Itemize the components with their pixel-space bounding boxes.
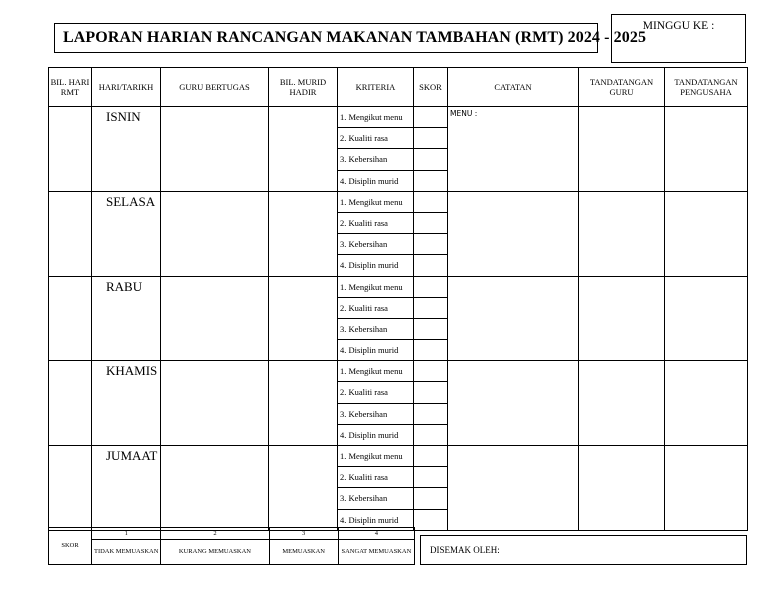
criteria-item: 1. Mengikut menu [338, 107, 414, 128]
score-cell[interactable] [414, 255, 448, 276]
week-box [611, 14, 746, 63]
score-cell[interactable] [414, 424, 448, 445]
guru-bertugas-cell[interactable] [161, 107, 269, 192]
signoff-label: DISEMAK OLEH: [430, 545, 500, 555]
criteria-item: 4. Disiplin murid [338, 340, 414, 361]
score-cell[interactable] [414, 297, 448, 318]
criteria-item: 4. Disiplin murid [338, 255, 414, 276]
menu-label: MENU : [450, 109, 478, 118]
criteria-item: 2. Kualiti rasa [338, 297, 414, 318]
bil-murid-cell[interactable] [269, 191, 338, 276]
criteria-item: 4. Disiplin murid [338, 170, 414, 191]
legend-number: 1 [92, 528, 161, 540]
report-table [48, 67, 748, 531]
legend-description: TIDAK MEMUASKAN [92, 540, 161, 565]
score-cell[interactable] [414, 382, 448, 403]
tt-guru-cell[interactable] [579, 107, 665, 192]
criteria-item: 3. Kebersihan [338, 488, 414, 509]
tt-pengusaha-cell[interactable] [665, 361, 748, 446]
criteria-item: 2. Kualiti rasa [338, 128, 414, 149]
criteria-item: 1. Mengikut menu [338, 361, 414, 382]
criteria-item: 4. Disiplin murid [338, 509, 414, 530]
header-skor: SKOR [414, 68, 448, 107]
tt-guru-cell[interactable] [579, 276, 665, 361]
table-row [49, 276, 748, 297]
signoff-box [420, 535, 747, 565]
header-bil-murid: BIL. MURID HADIR [269, 68, 338, 107]
guru-bertugas-cell[interactable] [161, 276, 269, 361]
score-cell[interactable] [414, 509, 448, 530]
catatan-cell[interactable] [448, 191, 579, 276]
bil-murid-cell[interactable] [269, 107, 338, 192]
title-box [54, 23, 647, 53]
score-cell[interactable] [414, 234, 448, 255]
header-tt-guru: TANDATANGAN GURU [579, 68, 665, 107]
bil-hari-cell[interactable] [49, 107, 92, 192]
criteria-item: 3. Kebersihan [338, 403, 414, 424]
criteria-item: 3. Kebersihan [338, 234, 414, 255]
score-cell[interactable] [414, 488, 448, 509]
guru-bertugas-cell[interactable] [161, 191, 269, 276]
bil-hari-cell[interactable] [49, 446, 92, 531]
table-row [49, 107, 748, 128]
tt-guru-cell[interactable] [579, 446, 665, 531]
score-cell[interactable] [414, 403, 448, 424]
header-guru: GURU BERTUGAS [161, 68, 269, 107]
tt-pengusaha-cell[interactable] [665, 107, 748, 192]
score-cell[interactable] [414, 128, 448, 149]
criteria-item: 4. Disiplin murid [338, 424, 414, 445]
header-tt-pengusaha: TANDATANGAN PENGUSAHA [665, 68, 748, 107]
legend-label: SKOR [49, 528, 92, 565]
criteria-item: 2. Kualiti rasa [338, 382, 414, 403]
tt-guru-cell[interactable] [579, 361, 665, 446]
table-row [49, 446, 748, 467]
score-cell[interactable] [414, 467, 448, 488]
week-label: MINGGU KE : [642, 20, 715, 32]
guru-bertugas-cell[interactable] [161, 446, 269, 531]
bil-murid-cell[interactable] [269, 361, 338, 446]
score-cell[interactable] [414, 107, 448, 128]
score-cell[interactable] [414, 318, 448, 339]
day-name: KHAMIS [92, 361, 161, 446]
header-bil-hari: BIL. HARI RMT [49, 68, 92, 107]
header-catatan: CATATAN [448, 68, 579, 107]
criteria-item: 2. Kualiti rasa [338, 467, 414, 488]
catatan-cell[interactable] [448, 446, 579, 531]
tt-pengusaha-cell[interactable] [665, 191, 748, 276]
day-name: JUMAAT [92, 446, 161, 531]
bil-hari-cell[interactable] [49, 276, 92, 361]
page-title: LAPORAN HARIAN RANCANGAN MAKANAN TAMBAHAN (RMT) 2024 - 2025 [63, 29, 647, 46]
score-cell[interactable] [414, 170, 448, 191]
score-cell[interactable] [414, 212, 448, 233]
guru-bertugas-cell[interactable] [161, 361, 269, 446]
criteria-item: 2. Kualiti rasa [338, 212, 414, 233]
legend-number: 3 [269, 528, 338, 540]
criteria-item: 3. Kebersihan [338, 318, 414, 339]
catatan-cell[interactable] [448, 107, 579, 192]
day-name: SELASA [92, 191, 161, 276]
bil-hari-cell[interactable] [49, 191, 92, 276]
legend-number: 2 [161, 528, 269, 540]
criteria-item: 1. Mengikut menu [338, 446, 414, 467]
tt-pengusaha-cell[interactable] [665, 276, 748, 361]
score-cell[interactable] [414, 340, 448, 361]
score-cell[interactable] [414, 361, 448, 382]
header-hari-tarikh: HARI/TARIKH [92, 68, 161, 107]
legend-description: KURANG MEMUASKAN [161, 540, 269, 565]
legend-description: MEMUASKAN [269, 540, 338, 565]
score-cell[interactable] [414, 149, 448, 170]
catatan-cell[interactable] [448, 361, 579, 446]
table-row [49, 361, 748, 382]
bil-murid-cell[interactable] [269, 446, 338, 531]
catatan-cell[interactable] [448, 276, 579, 361]
legend-number: 4 [338, 528, 414, 540]
score-cell[interactable] [414, 276, 448, 297]
legend-description: SANGAT MEMUASKAN [338, 540, 414, 565]
header-row [49, 68, 748, 107]
tt-guru-cell[interactable] [579, 191, 665, 276]
tt-pengusaha-cell[interactable] [665, 446, 748, 531]
score-legend [48, 527, 415, 565]
score-cell[interactable] [414, 446, 448, 467]
header-kriteria: KRITERIA [338, 68, 414, 107]
score-cell[interactable] [414, 191, 448, 212]
day-name: RABU [92, 276, 161, 361]
criteria-item: 1. Mengikut menu [338, 276, 414, 297]
criteria-item: 3. Kebersihan [338, 149, 414, 170]
day-name: ISNIN [92, 107, 161, 192]
criteria-item: 1. Mengikut menu [338, 191, 414, 212]
table-row [49, 191, 748, 212]
bil-murid-cell[interactable] [269, 276, 338, 361]
bil-hari-cell[interactable] [49, 361, 92, 446]
